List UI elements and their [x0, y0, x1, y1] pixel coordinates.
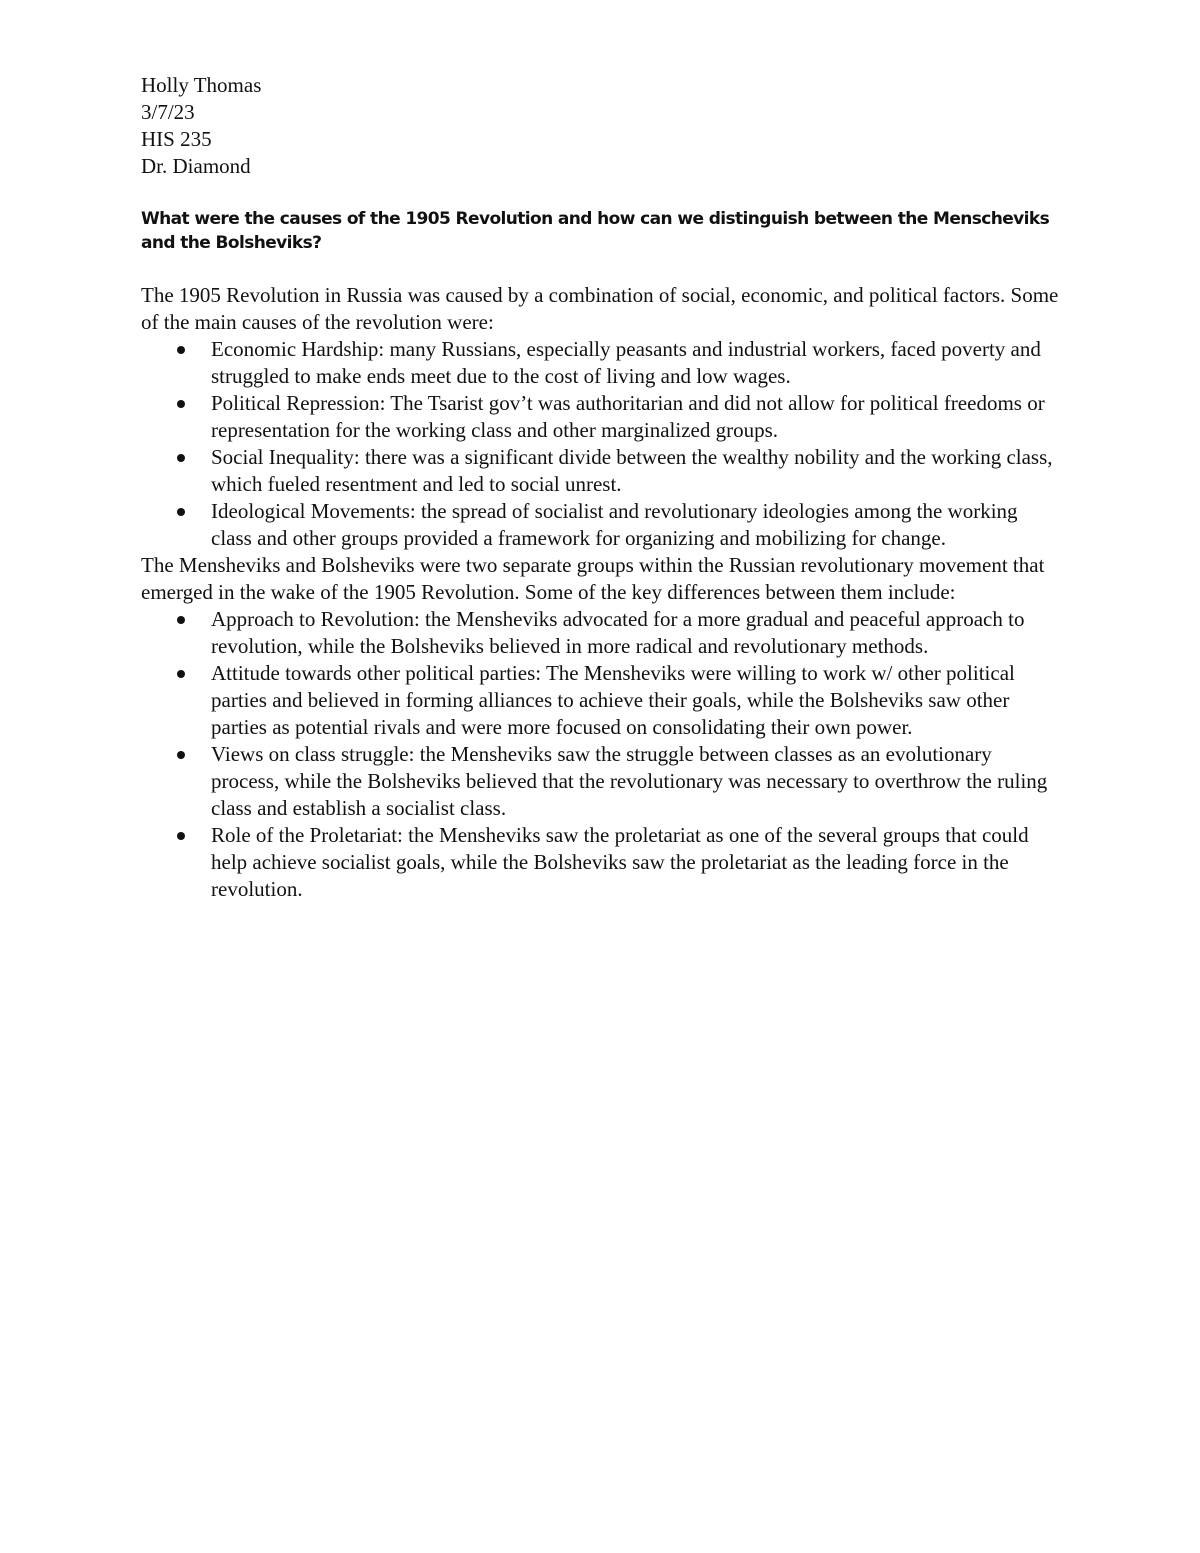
bullet-icon: [177, 670, 185, 678]
difference-text: Role of the Proletariat: the Mensheviks saw the proletariat as one of the several groups that could help achieve socialist goals, while the Bolsheviks saw the proletariat as the leading force in the revolution.: [211, 823, 1029, 901]
cause-text: Political Repression: The Tsarist gov’t was authoritarian and did not allow for political freedoms or representation for the working class and other marginalized groups.: [211, 391, 1045, 442]
bullet-icon: [177, 400, 185, 408]
differences-list: [141, 606, 1061, 903]
author-name: Holly Thomas: [141, 73, 262, 97]
cause-item: [141, 336, 1061, 390]
cause-text: Economic Hardship: many Russians, especially peasants and industrial workers, faced poverty and struggled to make ends meet due to the cost of living and low wages.: [211, 337, 1041, 388]
bullet-icon: [177, 346, 185, 354]
bullet-icon: [177, 508, 185, 516]
course-code: HIS 235: [141, 127, 212, 151]
difference-item: [141, 660, 1061, 741]
cause-item: [141, 498, 1061, 552]
difference-text: Views on class struggle: the Mensheviks saw the struggle between classes as an evolutionary process, while the Bolsheviks believed that the revolutionary was necessary to overthrow the ruling class and establish a socialist class.: [211, 742, 1048, 820]
bullet-icon: [177, 832, 185, 840]
cause-item: [141, 444, 1061, 498]
differences-intro: The Mensheviks and Bolsheviks were two separate groups within the Russian revolutionary movement that emerged in the wake of the 1905 Revolution. Some of the key differences between them include:: [141, 553, 1045, 604]
cause-item: [141, 390, 1061, 444]
document-date: 3/7/23: [141, 100, 195, 124]
difference-item: [141, 822, 1061, 903]
document-body: [141, 72, 1061, 903]
bullet-icon: [177, 751, 185, 759]
instructor-name: Dr. Diamond: [141, 154, 251, 178]
difference-text: Approach to Revolution: the Mensheviks advocated for a more gradual and peaceful approach to revolution, while the Bolsheviks believed in more radical and revolutionary methods.: [211, 607, 1025, 658]
difference-item: [141, 741, 1061, 822]
bullet-icon: [177, 454, 185, 462]
bullet-icon: [177, 616, 185, 624]
essay-question: What were the causes of the 1905 Revolution and how can we distinguish between the Menscheviks and the Bolsheviks?: [141, 209, 1050, 253]
causes-intro: The 1905 Revolution in Russia was caused by a combination of social, economic, and political factors. Some of the main causes of the revolution were:: [141, 283, 1059, 334]
difference-item: [141, 606, 1061, 660]
difference-text: Attitude towards other political parties: The Mensheviks were willing to work w/ other political parties and believed in forming alliances to achieve their goals, while the Bolsheviks saw other parties as potential rivals and were more focused on consolidating their own power.: [211, 661, 1015, 739]
cause-text: Social Inequality: there was a significant divide between the wealthy nobility and the working class, which fueled resentment and led to social unrest.: [211, 445, 1053, 496]
cause-text: Ideological Movements: the spread of socialist and revolutionary ideologies among the working class and other groups provided a framework for organizing and mobilizing for change.: [211, 499, 1018, 550]
causes-list: [141, 336, 1061, 552]
